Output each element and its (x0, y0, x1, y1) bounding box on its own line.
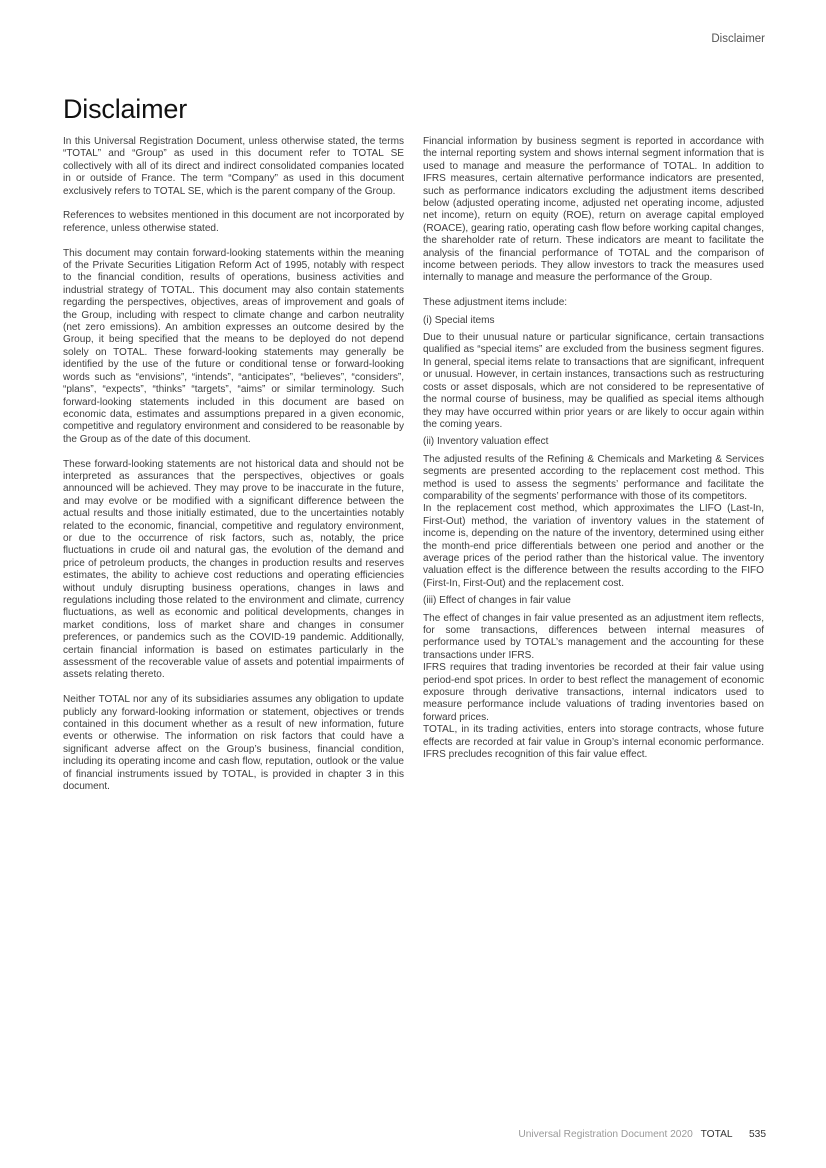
special-items-text: Due to their unusual nature or particular significance, certain transactions qualified as “special items” are excluded from the business segment figures. In general, special items relate to transactions that are significant, infrequent or unusual. However, in certain instances, transactions such as restructuring costs or asset disposals, which are not considered to be representative of the normal course of business, may be qualified as special items although they may have occurred within prior years or are likely to occur again within the coming years. (423, 332, 764, 430)
footer-brand: TOTAL (700, 1129, 733, 1140)
footer-document-name: Universal Registration Document 2020 (518, 1129, 693, 1140)
paragraph-segment-info: Financial information by business segment is reported in accordance with the internal reporting system and shows internal segment information that is used to manage and measure the performance of TOTAL. In addition to IFRS measures, certain alternative performance indicators are presented, such as performance indicators excluding the adjustment items described below (adjusted operating income, adjusted net operating income, adjusted net income), return on equity (ROE), return on average capital employed (ROACE), gearing ratio, operating cash flow before working capital changes, the shareholder rate of return. These indicators are meant to facilitate the analysis of the financial performance of TOTAL and the comparison of income between periods. They allow investors to track the measures used internally to manage and measure the performance of the Group. (423, 136, 764, 284)
paragraph-forward-looking: This document may contain forward-looking statements within the meaning of the Private Securities Litigation Reform Act of 1995, notably with respect to the financial condition, results of operations, business activities and industrial strategy of TOTAL. This document may also contain statements regarding the perspectives, objectives, areas of improvement and goals of the Group, including with respect to climate change and carbon neutrality (net zero emissions). An ambition expresses an outcome desired by the Group, it being specified that the means to be deployed do not depend solely on TOTAL. These forward-looking statements may generally be identified by the use of the future or conditional tense or forward-looking words such as “envisions”, “intends”, “anticipates”, “believes”, “considers”, “plans”, “expects”, “thinks” “targets”, “aims” or similar terminology. Such forward-looking statements included in this document are based on economic data, estimates and assumptions prepared in a given economic, competitive and regulatory environment and considered to be reasonable by the Group as of the date of this document. (63, 247, 404, 445)
inventory-text: In the replacement cost method, which approximates the LIFO (Last-In, First-Out) method, the variation of inventory values in the statement of income is, depending on the nature of the inventory, determined using either the month-end price differentials between one period and another or the average prices of the period rather than the historical value. The inventory valuation effect is the difference between the results according to the FIFO (First-In, First-Out) and the replacement cost. (423, 503, 764, 589)
adjustment-items-intro: These adjustment items include: (423, 297, 568, 309)
right-column (423, 136, 764, 761)
inventory-text: The adjusted results of the Refining & Chemicals and Marketing & Services segments are presented according to the replacement cost method. This method is used to assess the segments’ performance and facilitate the comparability of the segments’ performance with those of its competitors. (423, 453, 764, 502)
fair-value-text: IFRS requires that trading inventories be recorded at their fair value using period-end spot prices. In order to best reflect the management of economic exposure through derivative transactions, internal indicators used to measure performance include valuations of trading inventories based on forward prices. (423, 662, 764, 723)
page-title: Disclaimer (63, 94, 188, 124)
running-header: Disclaimer (711, 33, 765, 45)
page-footer (518, 1129, 766, 1140)
left-column (63, 136, 404, 793)
page-number: 535 (749, 1129, 766, 1140)
fair-value-text: TOTAL, in its trading activities, enters into storage contracts, whose future effects are recorded at fair value in Group’s internal economic performance. IFRS precludes recognition of this fair value effect. (423, 724, 764, 761)
fair-value-heading: (iii) Effect of changes in fair value (423, 595, 571, 607)
paragraph-definitions: In this Universal Registration Document, unless otherwise stated, the terms “TOTAL” and “Group” as used in this document refer to TOTAL SE collectively with all of its direct and indirect consolidated companies located in or outside of France. The term “Company” as used in this document exclusively refers to TOTAL SE, which is the parent company of the Group. (63, 136, 404, 197)
fair-value-text: The effect of changes in fair value presented as an adjustment item reflects, for some transactions, differences between internal measures of performance used by TOTAL’s management and the accounting for these transactions under IFRS. (423, 612, 764, 661)
paragraph-assurances: These forward-looking statements are not historical data and should not be interpreted as assurances that the perspectives, objectives or goals announced will be achieved. They may prove to be inaccurate in the future, and may evolve or be modified with a significant difference between the actual results and those initially estimated, due to the uncertainties notably related to the economic, financial, competitive and regulatory environment, or due to the occurrence of risk factors, such as, notably, the price fluctuations in crude oil and natural gas, the evolution of the demand and price of petroleum products, the changes in production results and reserves estimates, the ability to achieve cost reductions and operating efficiencies without unduly disrupting business operations, changes in laws and regulations including those related to the environment and climate, currency fluctuations, as well as economic and political developments, changes in market conditions, loss of market share and changes in consumer preferences, or pandemics such as the COVID-19 pandemic. Additionally, certain financial information is based on estimates particularly in the assessment of the recoverable value of assets and potential impairments of assets relating thereto. (63, 458, 404, 681)
paragraph-websites: References to websites mentioned in this document are not incorporated by reference, unless otherwise stated. (63, 210, 404, 234)
paragraph-no-obligation: Neither TOTAL nor any of its subsidiaries assumes any obligation to update publicly any forward-looking information or statement, objectives or trends contained in this document whether as a result of new information, future events or otherwise. The information on risk factors that could have a significant adverse affect on the Group’s business, financial condition, including its operating income and cash flow, reputation, outlook or the value of financial instruments issued by TOTAL, is provided in chapter 3 in this document. (63, 694, 404, 793)
special-items-heading: (i) Special items (423, 314, 495, 326)
inventory-heading: (ii) Inventory valuation effect (423, 436, 549, 448)
